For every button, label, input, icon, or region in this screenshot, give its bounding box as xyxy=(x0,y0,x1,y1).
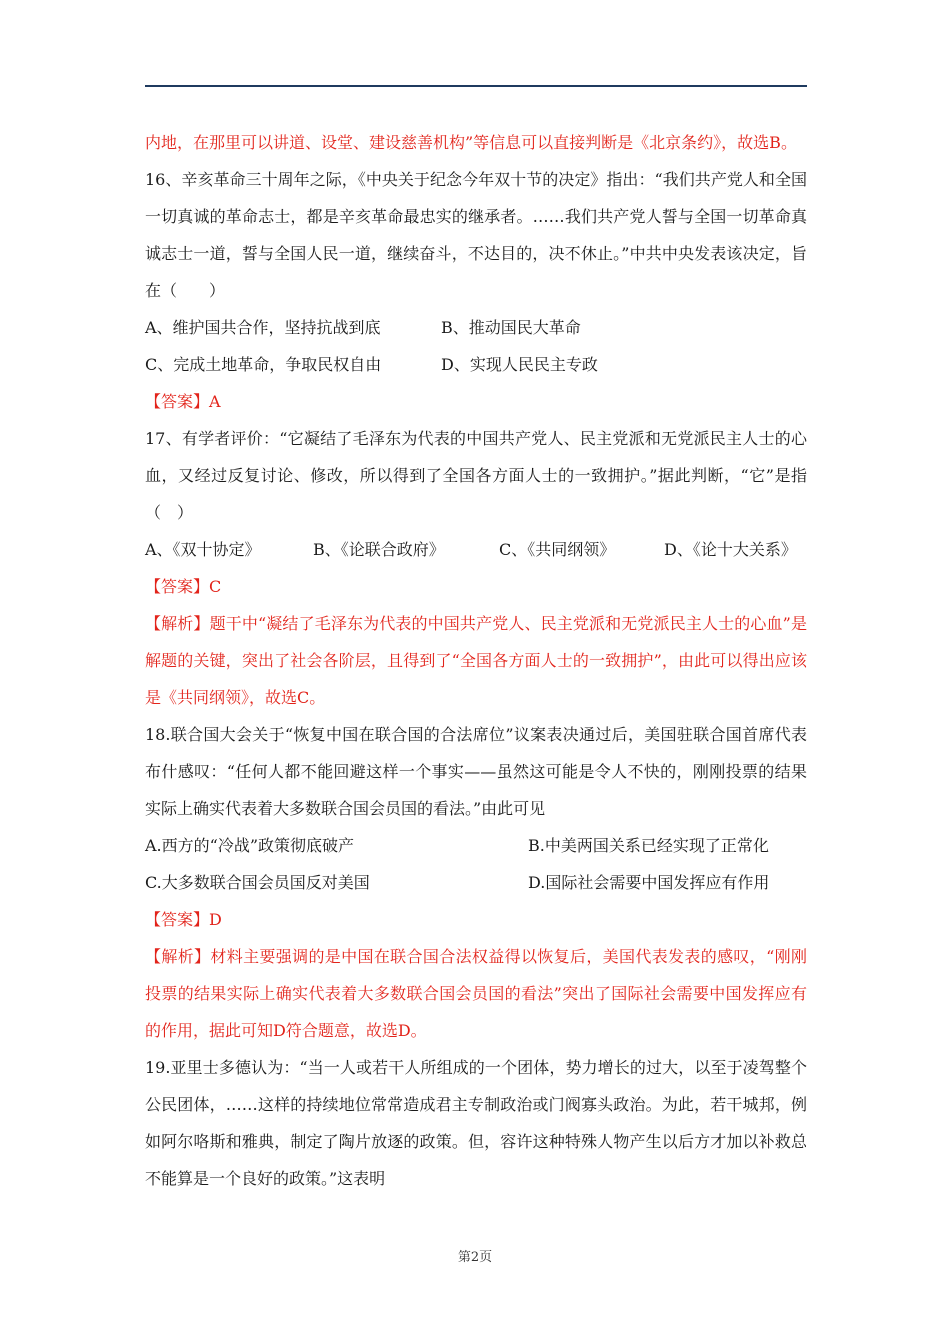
question-18-analysis xyxy=(145,938,807,1049)
option-b: B、推动国民大革命 xyxy=(441,318,581,337)
option-a: A、《双十协定》 xyxy=(145,540,261,559)
answer-label: 【答案】 xyxy=(145,392,210,411)
question-17-stem: 17、有学者评价：“它凝结了毛泽东为代表的中国共产党人、民主党派和无党派民主人士的心血，又经过反复讨论、修改，所以得到了全国各方面人士的一致拥护。”据此判断，“它”是指（ ） xyxy=(145,429,807,522)
option-c: C、完成土地革命，争取民权自由 xyxy=(145,355,382,374)
page-content xyxy=(145,124,807,1197)
answer-label: 【答案】 xyxy=(145,910,210,929)
header-rule xyxy=(145,85,807,87)
prev-analysis-continuation: 内地，在那里可以讲道、设堂、建设慈善机构”等信息可以直接判断是《北京条约》，故选B。 xyxy=(145,133,797,152)
question-16-stem: 16、辛亥革命三十周年之际，《中央关于纪念今年双十节的决定》指出：“我们共产党人和全国一切真诚的革命志士，都是辛亥革命最忠实的继承者。……我们共产党人誓与全国一切革命真诚志士一道，誓与全国人民一道，继续奋斗，不达目的，决不休止。”中共中央发表该决定，旨在（ ） xyxy=(145,170,807,300)
answer-value: C xyxy=(209,577,222,596)
question-16-options-row-2 xyxy=(145,346,807,383)
answer-value: D xyxy=(209,910,222,929)
option-d: D.国际社会需要中国发挥应有作用 xyxy=(528,873,770,892)
analysis-text: 题干中“凝结了毛泽东为代表的中国共产党人、民主党派和无党派民主人士的心血”是解题的关键，突出了社会各阶层，且得到了“全国各方面人士的一致拥护”，由此可以得出应该是《共同纲领》，故选C。 xyxy=(145,614,807,707)
question-17-analysis xyxy=(145,605,807,716)
analysis-label: 【解析】 xyxy=(145,947,211,966)
question-18-answer xyxy=(145,901,807,938)
question-19-stem: 19.亚里士多德认为：“当一人或若干人所组成的一个团体，势力增长的过大，以至于凌驾整个公民团体，……这样的持续地位常常造成君主专制政治或门阀寡头政治。为此，若干城邦，例如阿尔咯斯和雅典，制定了陶片放逐的政策。但，容许这种特殊人物产生以后方才加以补救总不能算是一个良好的政策。”这表明 xyxy=(145,1058,807,1188)
option-a: A、维护国共合作，坚持抗战到底 xyxy=(145,318,381,337)
answer-label: 【答案】 xyxy=(145,577,210,596)
option-a: A.西方的“冷战”政策彻底破产 xyxy=(145,836,355,855)
answer-value: A xyxy=(209,392,221,411)
question-17-options xyxy=(145,531,807,568)
question-18-options-row-2 xyxy=(145,864,807,901)
option-c: C、《共同纲领》 xyxy=(499,540,616,559)
question-18-options-row-1 xyxy=(145,827,807,864)
option-b: B.中美两国关系已经实现了正常化 xyxy=(528,836,769,855)
option-d: D、《论十大关系》 xyxy=(664,540,797,559)
question-18-stem: 18.联合国大会关于“恢复中国在联合国的合法席位”议案表决通过后，美国驻联合国首席代表布什感叹：“任何人都不能回避这样一个事实——虽然这可能是令人不快的，刚刚投票的结果实际上确实代表着大多数联合国会员国的看法。”由此可见 xyxy=(145,725,807,818)
option-d: D、实现人民民主专政 xyxy=(441,355,598,374)
analysis-text: 材料主要强调的是中国在联合国合法权益得以恢复后，美国代表发表的感叹，“刚刚投票的结果实际上确实代表着大多数联合国会员国的看法”突出了国际社会需要中国发挥应有的作用，据此可知D符合题意，故选D。 xyxy=(145,947,807,1040)
page-number: 第2页 xyxy=(457,1250,493,1265)
option-b: B、《论联合政府》 xyxy=(313,540,445,559)
question-17-answer xyxy=(145,568,807,605)
question-16-answer xyxy=(145,383,807,420)
analysis-label: 【解析】 xyxy=(145,614,210,633)
question-16-options-row-1 xyxy=(145,309,807,346)
option-c: C.大多数联合国会员国反对美国 xyxy=(145,873,370,892)
